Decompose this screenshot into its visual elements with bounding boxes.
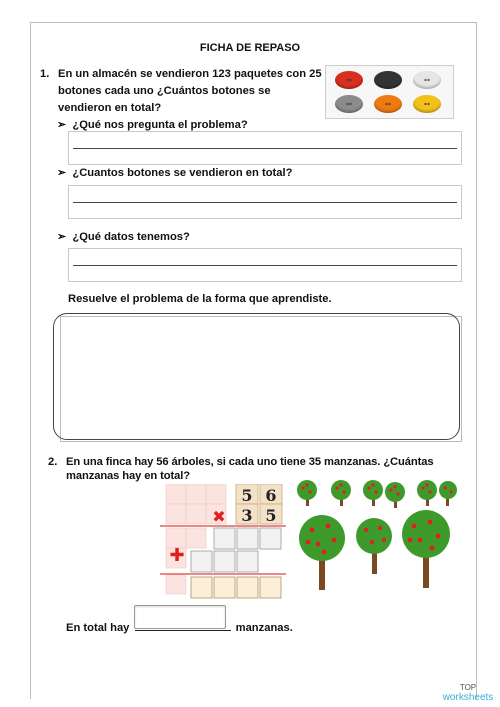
digit-6: 6 — [265, 486, 277, 505]
digit-5: 5 — [241, 486, 253, 505]
arrow-icon: ➢ — [57, 231, 67, 243]
logo-worksheets: worksheets — [442, 692, 494, 703]
total-prefix: En total hay — [66, 622, 130, 634]
page-title: FICHA DE REPASO — [199, 42, 301, 54]
total-suffix: manzanas. — [235, 622, 293, 634]
digit-5b: 5 — [265, 506, 277, 525]
digit-3: 3 — [241, 506, 253, 525]
arrow-icon: ➢ — [57, 119, 67, 131]
black-button-icon — [374, 71, 402, 89]
question-1-text: En un almacén se vendieron 123 paquetes con 25 botones cada uno ¿Cuántos botones se vendieron en total? — [58, 68, 322, 114]
topworksheets-logo — [438, 684, 498, 703]
instruction-text: Resuelve el problema de la forma que aprendiste. — [68, 293, 332, 305]
yellow-button-icon — [413, 95, 441, 113]
question-2-text: En una finca hay 56 árboles, si cada uno tiene 35 manzanas. ¿Cuántas manzanas hay en total? — [66, 456, 434, 482]
orange-button-icon — [374, 95, 402, 113]
sub-question-1 — [57, 118, 248, 131]
small-tree-icon — [297, 480, 457, 508]
question-1-number: 1. — [40, 68, 50, 80]
multiplication-grid — [64, 484, 286, 602]
answer-box-1[interactable] — [68, 131, 462, 165]
large-tree-icon — [299, 510, 450, 590]
arrow-icon: ➢ — [57, 167, 67, 179]
gray-button-icon — [335, 95, 363, 113]
sub-question-2-text: ¿Cuantos botones se vendieron en total? — [72, 167, 293, 179]
plus-icon: ✚ — [169, 545, 185, 566]
apple-trees-image — [288, 478, 464, 610]
sub-question-2 — [57, 166, 292, 179]
buttons-image — [325, 65, 454, 119]
red-button-icon — [335, 71, 363, 89]
total-answer-input[interactable] — [134, 605, 226, 629]
answer-box-3[interactable] — [68, 248, 462, 282]
times-icon: ✖ — [212, 507, 226, 526]
question-2-number: 2. — [48, 456, 58, 468]
answer-line — [73, 202, 457, 203]
logo-top: TOP — [459, 683, 477, 692]
sub-question-3-text: ¿Qué datos tenemos? — [72, 231, 190, 243]
question-1 — [40, 66, 325, 117]
white-button-icon — [413, 71, 441, 89]
answer-box-2[interactable] — [68, 185, 462, 219]
sub-question-3 — [57, 230, 190, 243]
answer-line — [73, 265, 457, 266]
work-area[interactable] — [53, 313, 460, 440]
answer-line — [73, 148, 457, 149]
sub-question-1-text: ¿Qué nos pregunta el problema? — [72, 119, 248, 131]
